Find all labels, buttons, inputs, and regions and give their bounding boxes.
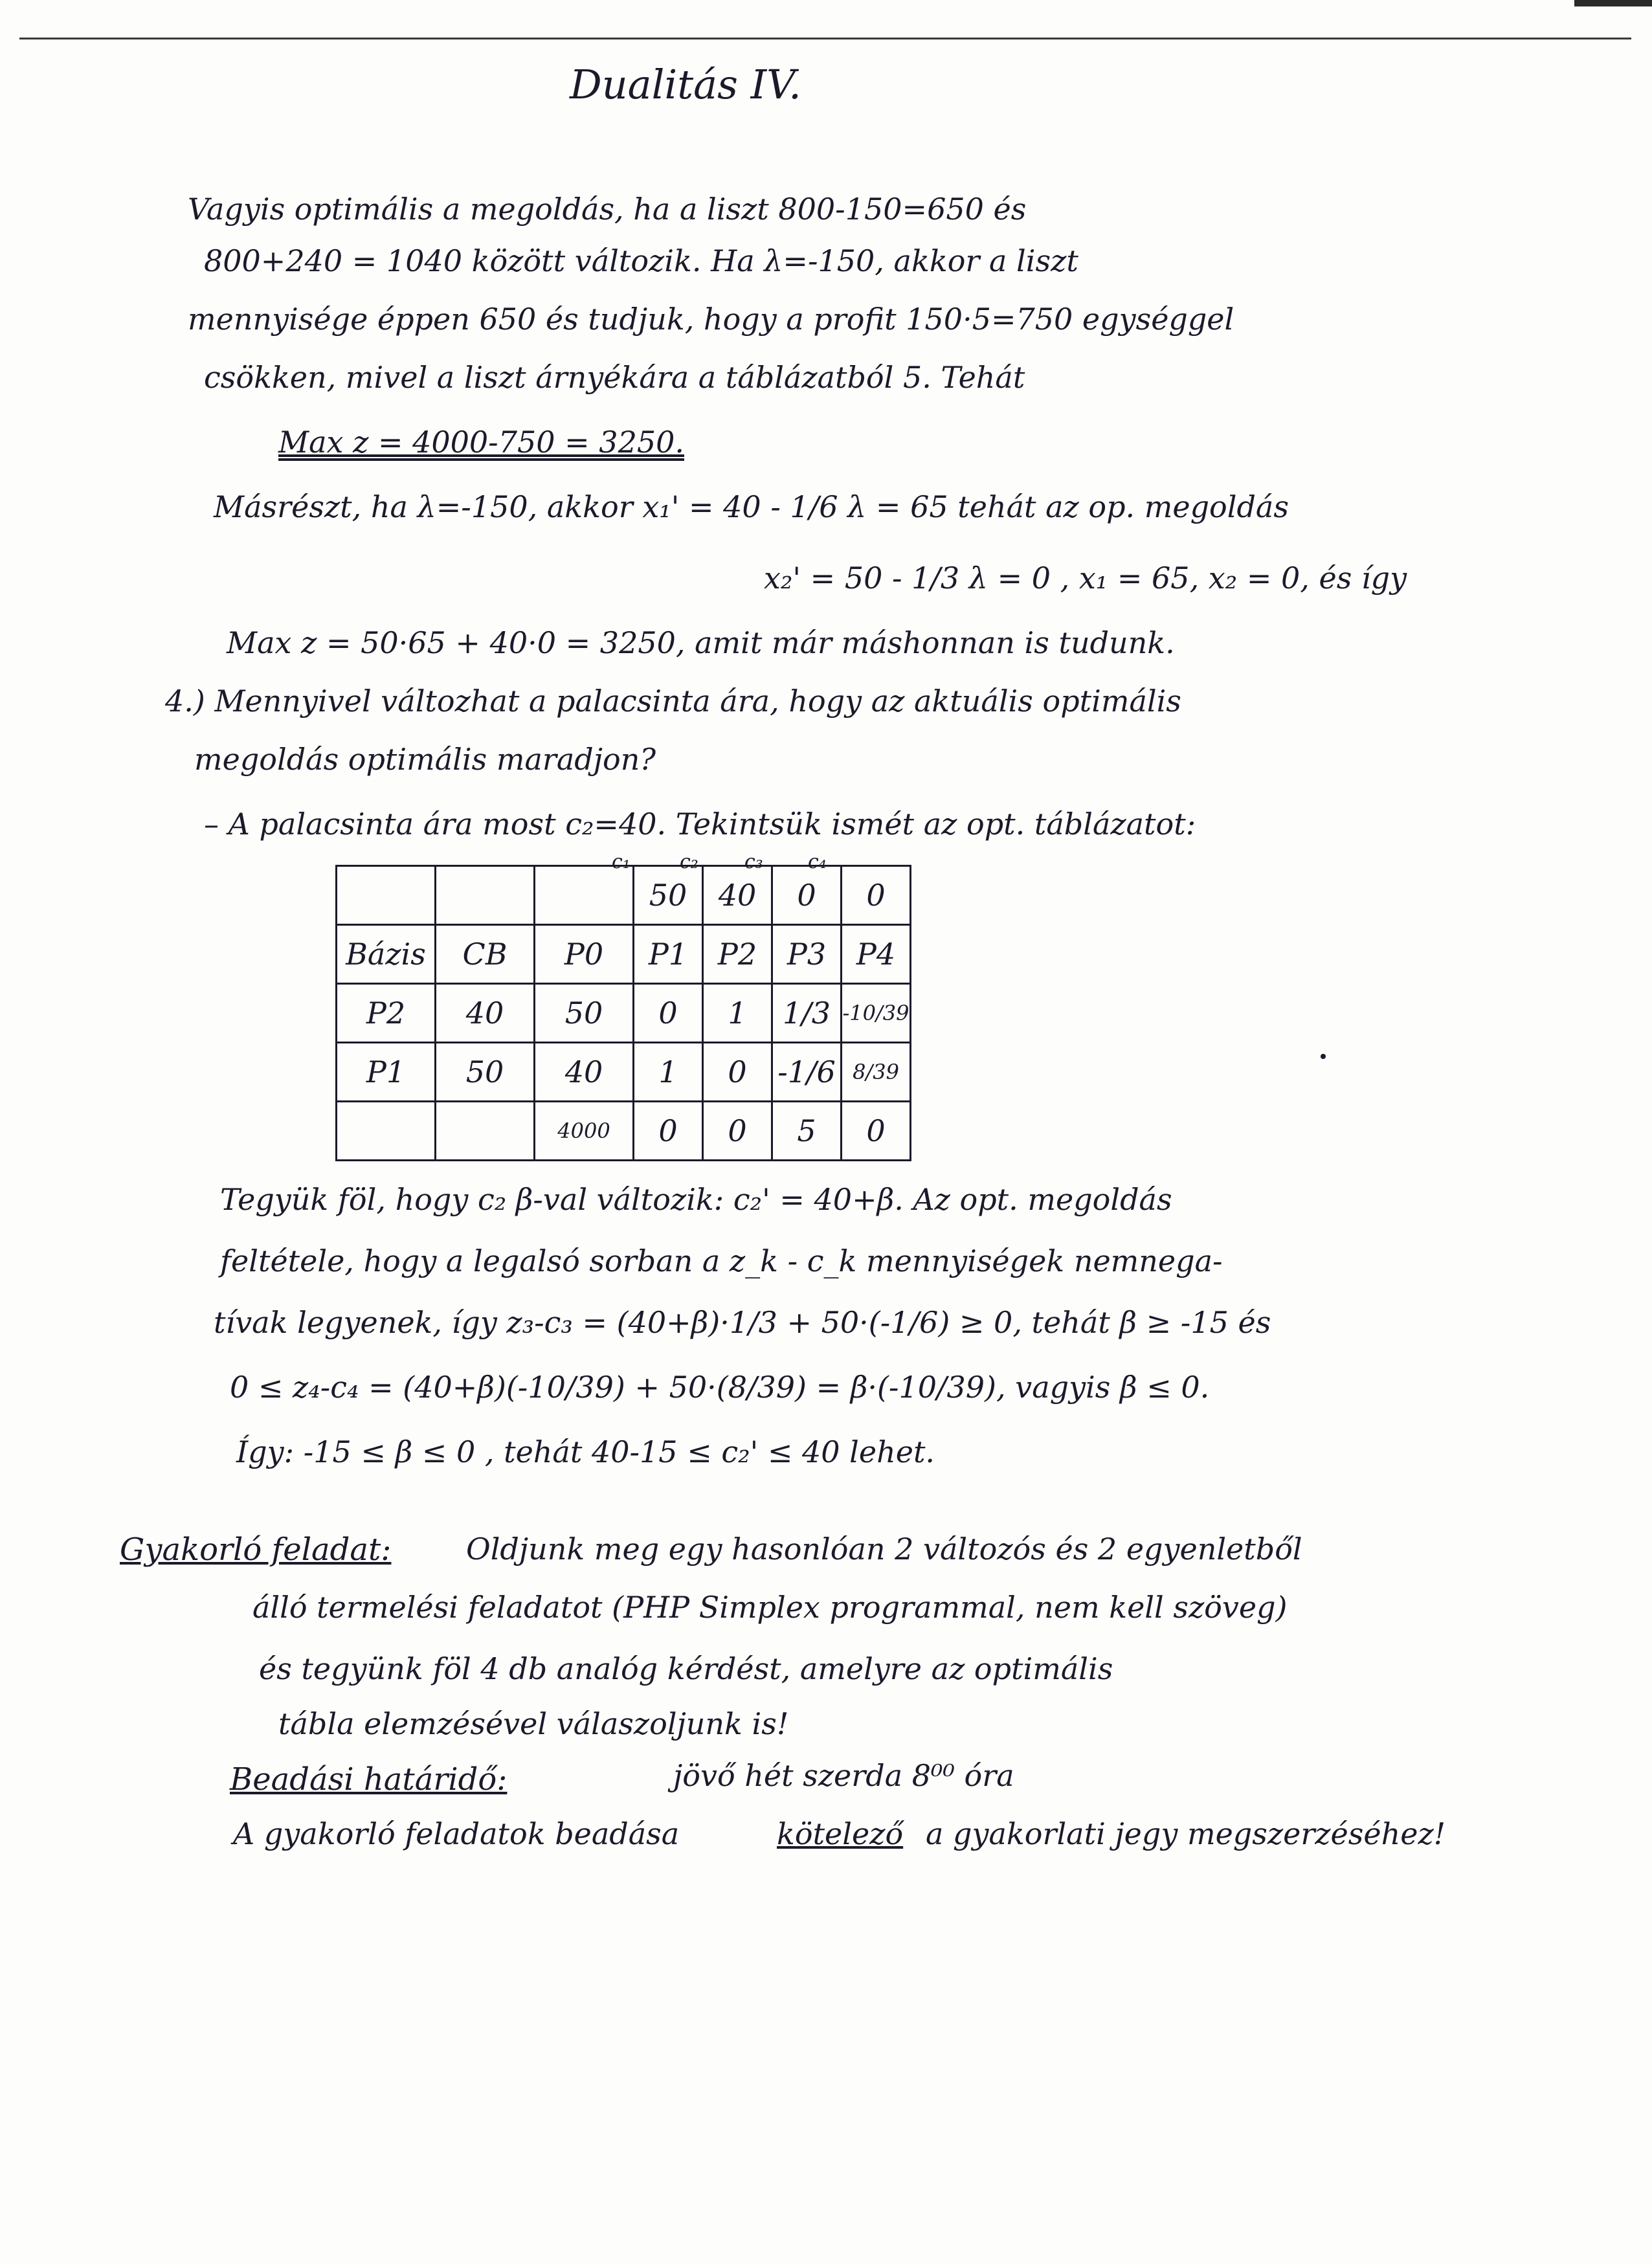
text-line-11: – A palacsinta ára most c₂=40. Tekintsük ismét az opt. táblázatot: bbox=[204, 807, 1196, 842]
exercise-label: Gyakorló feladat: bbox=[120, 1532, 392, 1568]
ink-dot bbox=[1321, 1054, 1326, 1059]
col-label-c2: c₂ bbox=[680, 851, 698, 873]
exercise-line-1: Oldjunk meg egy hasonlóan 2 változós és 2 egyenletből bbox=[466, 1532, 1302, 1566]
col-label-c1: c₁ bbox=[612, 851, 631, 873]
table-row bbox=[337, 1102, 911, 1161]
corner-mark bbox=[1574, 0, 1652, 6]
table-cell bbox=[436, 1102, 535, 1161]
table-row bbox=[337, 1043, 911, 1102]
table-cell: 40 bbox=[535, 1043, 634, 1102]
table-cell: 0 bbox=[634, 1102, 703, 1161]
table-cell: P2 bbox=[703, 925, 772, 984]
table-row bbox=[337, 925, 911, 984]
table-cell bbox=[436, 866, 535, 925]
table-cell: 4000 bbox=[535, 1102, 634, 1161]
table-cell: 50 bbox=[535, 984, 634, 1043]
final-line-mandatory: kötelező bbox=[777, 1816, 904, 1851]
analysis-line-3: tívak legyenek, így z₃-c₃ = (40+β)·1/3 + 50·(-1/6) ≥ 0, tehát β ≥ -15 és bbox=[214, 1305, 1271, 1340]
deadline-value: jövő hét szerda 8⁰⁰ óra bbox=[673, 1758, 1014, 1793]
text-line-3: mennyisége éppen 650 és tudjuk, hogy a profit 150·5=750 egységgel bbox=[188, 302, 1234, 337]
simplex-table bbox=[335, 865, 911, 1161]
table-cell: P1 bbox=[634, 925, 703, 984]
table-cell: 50 bbox=[634, 866, 703, 925]
analysis-line-2: feltétele, hogy a legalsó sorban a z_k - c_k mennyiségek nemnega- bbox=[220, 1243, 1223, 1278]
table-cell: 5 bbox=[772, 1102, 842, 1161]
top-rule bbox=[19, 38, 1631, 39]
table-cell: 40 bbox=[436, 984, 535, 1043]
page-title: Dualitás IV. bbox=[570, 61, 801, 108]
table-cell bbox=[337, 866, 436, 925]
table-cell: P0 bbox=[535, 925, 634, 984]
col-label-c4: c₄ bbox=[808, 851, 827, 873]
table-cell: P1 bbox=[337, 1043, 436, 1102]
text-line-1: Vagyis optimális a megoldás, ha a liszt 800-150=650 és bbox=[188, 192, 1027, 227]
text-line-7: x₂' = 50 - 1/3 λ = 0 , x₁ = 65, x₂ = 0, és így bbox=[764, 561, 1407, 596]
text-line-10: megoldás optimális maradjon? bbox=[194, 742, 656, 777]
text-line-8: Max z = 50·65 + 40·0 = 3250, amit már máshonnan is tudunk. bbox=[227, 625, 1175, 660]
text-line-4: csökken, mivel a liszt árnyékára a táblázatból 5. Tehát bbox=[204, 360, 1025, 395]
text-line-6: Másrészt, ha λ=-150, akkor x₁' = 40 - 1/6 λ = 65 tehát az op. megoldás bbox=[214, 489, 1289, 524]
deadline-label: Beadási határidő: bbox=[230, 1761, 508, 1798]
text-line-9: 4.) Mennyivel változhat a palacsinta ára, hogy az aktuális optimális bbox=[165, 684, 1181, 719]
table-cell: 50 bbox=[436, 1043, 535, 1102]
col-label-c3: c₃ bbox=[744, 851, 763, 873]
exercise-line-2: álló termelési feladatot (PHP Simplex programmal, nem kell szöveg) bbox=[252, 1590, 1288, 1625]
table-cell: 0 bbox=[842, 1102, 911, 1161]
analysis-line-1: Tegyük föl, hogy c₂ β-val változik: c₂' = 40+β. Az opt. megoldás bbox=[220, 1182, 1172, 1217]
text-line-2: 800+240 = 1040 között változik. Ha λ=-150, akkor a liszt bbox=[204, 243, 1078, 278]
exercise-line-4: tábla elemzésével válaszoljunk is! bbox=[278, 1706, 789, 1741]
table-cell: P4 bbox=[842, 925, 911, 984]
table-cell: 1 bbox=[703, 984, 772, 1043]
exercise-line-3: és tegyünk föl 4 db analóg kérdést, amelyre az optimális bbox=[259, 1651, 1113, 1686]
text-line-5: Max z = 4000-750 = 3250. bbox=[278, 425, 684, 460]
table-cell: 8/39 bbox=[842, 1043, 911, 1102]
final-line-start: A gyakorló feladatok beadása bbox=[233, 1816, 680, 1851]
table-row bbox=[337, 984, 911, 1043]
table-cell: 1/3 bbox=[772, 984, 842, 1043]
table-cell: Bázis bbox=[337, 925, 436, 984]
table-cell: -10/39 bbox=[842, 984, 911, 1043]
table-cell: 0 bbox=[772, 866, 842, 925]
table-cell bbox=[535, 866, 634, 925]
table-cell: P2 bbox=[337, 984, 436, 1043]
analysis-line-4: 0 ≤ z₄-c₄ = (40+β)(-10/39) + 50·(8/39) = β·(-10/39), vagyis β ≤ 0. bbox=[230, 1370, 1210, 1405]
table-cell: 0 bbox=[634, 984, 703, 1043]
table-cell: 40 bbox=[703, 866, 772, 925]
table-row bbox=[337, 866, 911, 925]
table-cell: 1 bbox=[634, 1043, 703, 1102]
table-cell: 0 bbox=[703, 1102, 772, 1161]
final-line-end: a gyakorlati jegy megszerzéséhez! bbox=[926, 1816, 1446, 1851]
table-cell: -1/6 bbox=[772, 1043, 842, 1102]
table-cell: 0 bbox=[703, 1043, 772, 1102]
table-cell: CB bbox=[436, 925, 535, 984]
table-cell: 0 bbox=[842, 866, 911, 925]
table-cell bbox=[337, 1102, 436, 1161]
table-cell: P3 bbox=[772, 925, 842, 984]
analysis-line-5: Így: -15 ≤ β ≤ 0 , tehát 40-15 ≤ c₂' ≤ 40 lehet. bbox=[236, 1434, 935, 1469]
